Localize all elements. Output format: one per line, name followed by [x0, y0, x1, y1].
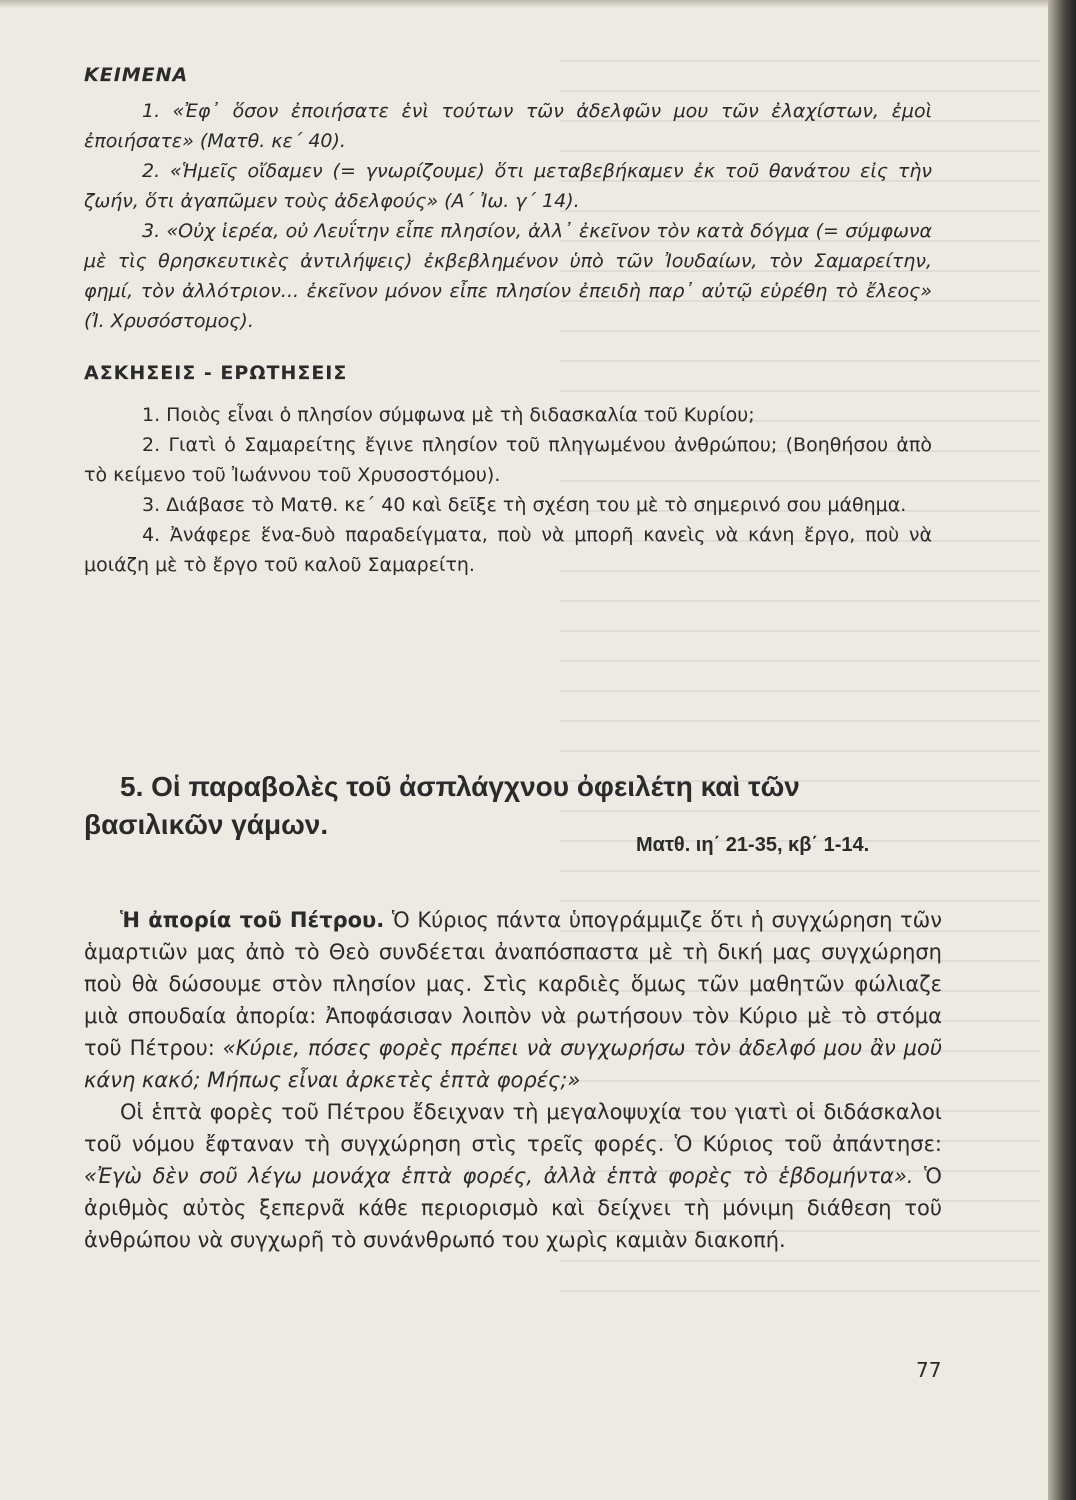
- paragraph-2-text-a: Οἱ ἑπτὰ φορὲς τοῦ Πέτρου ἔδειχναν τὴ μεγαλοψυχία του γιατὶ οἱ διδάσκαλοι τοῦ νόμου ἔφταναν τὴ συγχώρηση στὶς τρεῖς φορές. Ὁ Κύριος τοῦ ἀπάντησε:: [84, 1100, 942, 1156]
- paragraph-lead: Ἡ ἀπορία τοῦ Πέτρου.: [120, 908, 385, 932]
- exercises-list: [84, 400, 932, 580]
- paragraph-2: [84, 1096, 942, 1256]
- paragraph-1-quote: «Κύριε, πόσες φορὲς πρέπει νὰ συγχωρήσω τὸν ἀδελφό μου ἂν μοῦ κάνη κακό; Μήπως εἶναι ἀρκετὲς ἑπτὰ φορές;»: [84, 1036, 942, 1092]
- lesson-body: [84, 904, 942, 1256]
- page-number: 77: [916, 1358, 942, 1382]
- lesson-number: 5.: [120, 771, 144, 802]
- paragraph-1: [84, 904, 942, 1096]
- exercise-item-1: 1. Ποιὸς εἶναι ὁ πλησίον σύμφωνα μὲ τὴ διδασκαλία τοῦ Κυρίου;: [142, 404, 755, 426]
- text-item-1: 1. «Ἐφ᾽ ὅσον ἐποιήσατε ἑνὶ τούτων τῶν ἀδελφῶν μου τῶν ἐλαχίστων, ἐμοὶ ἐποιήσατε» (Ματθ. κε΄ 40).: [84, 100, 932, 152]
- text-item-2: 2. «Ἡμεῖς οἴδαμεν (= γνωρίζουμε) ὅτι μεταβεβήκαμεν ἐκ τοῦ θανάτου εἰς τὴν ζωήν, ὅτι ἀγαπῶμεν τοὺς ἀδελφούς» (Α΄ Ἰω. γ΄ 14).: [84, 160, 932, 212]
- page-top-shadow: [0, 0, 1048, 8]
- exercise-item-3: 3. Διάβασε τὸ Ματθ. κε΄ 40 καὶ δεῖξε τὴ σχέση του μὲ τὸ σημερινό σου μάθημα.: [142, 494, 907, 516]
- exercise-item-4: 4. Ἀνάφερε ἕνα-δυὸ παραδείγματα, ποὺ νὰ μπορῆ κανεὶς νὰ κάνη ἔργο, ποὺ νὰ μοιάζη μὲ τὸ ἔργο τοῦ καλοῦ Σαμαρείτη.: [84, 524, 932, 576]
- text-item-3: 3. «Οὐχ ἱερέα, οὐ Λευΐτην εἶπε πλησίον, ἀλλ᾽ ἐκεῖνον τὸν κατὰ δόγμα (= σύμφωνα μὲ τὶς θρησκευτικὲς ἀντιλήψεις) ἐκβεβλημένον ὑπὸ τῶν Ἰουδαίων, τὸν Σαμαρείτην, φημί, τὸν ἀλλότριον... ἐκεῖνον μόνον εἶπε πλησίον ἐπειδὴ παρ᾽ αὐτῷ εὑρέθη τὸ ἔλεος» (Ἰ. Χρυσόστομος).: [84, 220, 932, 332]
- lesson-title-line1: Οἱ παραβολὲς τοῦ ἀσπλάγχνου ὀφειλέτη καὶ τῶν: [151, 771, 800, 802]
- paragraph-2-text-b: Ὁ ἀριθμὸς αὐτὸς ξεπερνᾶ κάθε περιορισμὸ καὶ δείχνει τὴ μόνιμη διάθεση τοῦ ἀνθρώπου νὰ συγχωρῆ τὸ συνάνθρωπό του χωρὶς καμιὰν διακοπή.: [84, 1164, 942, 1252]
- paragraph-1-text: Ὁ Κύριος πάντα ὑπογράμμιζε ὅτι ἡ συγχώρηση τῶν ἁμαρτιῶν μας ἀπὸ τὸ Θεὸ συνδέεται ἀναπόσπαστα μὲ τὴ δική μας συγχώρηση ποὺ θὰ δώσουμε στὸν πλησίον μας. Στὶς καρδιὲς ὅμως τῶν μαθητῶν φώλιαζε μιὰ σπουδαία ἀπορία: Ἀποφάσισαν λοιπὸν νὰ ρωτήσουν τὸν Κύριο μὲ τὸ στόμα τοῦ Πέτρου:: [84, 908, 942, 1060]
- texts-heading: ΚΕΙΜΕΝΑ: [84, 64, 189, 86]
- exercises-heading: ΑΣΚΗΣΕΙΣ - ΕΡΩΤΗΣΕΙΣ: [84, 362, 348, 384]
- lesson-title-line2: βασιλικῶν γάμων.: [84, 809, 329, 840]
- exercise-item-2: 2. Γιατὶ ὁ Σαμαρείτης ἔγινε πλησίον τοῦ πληγωμένου ἀνθρώπου; (Βοηθήσου ἀπὸ τὸ κείμενο τοῦ Ἰωάννου τοῦ Χρυσοστόμου).: [84, 434, 932, 486]
- lesson-title: [84, 768, 934, 844]
- texts-list: [84, 96, 932, 336]
- book-spine: [1048, 0, 1076, 1500]
- paragraph-2-quote: «Ἐγὼ δὲν σοῦ λέγω μονάχα ἑπτὰ φορές, ἀλλὰ ἑπτὰ φορὲς τὸ ἑβδομήντα».: [84, 1164, 914, 1188]
- scripture-reference: Ματθ. ιη΄ 21-35, κβ΄ 1-14.: [636, 834, 870, 856]
